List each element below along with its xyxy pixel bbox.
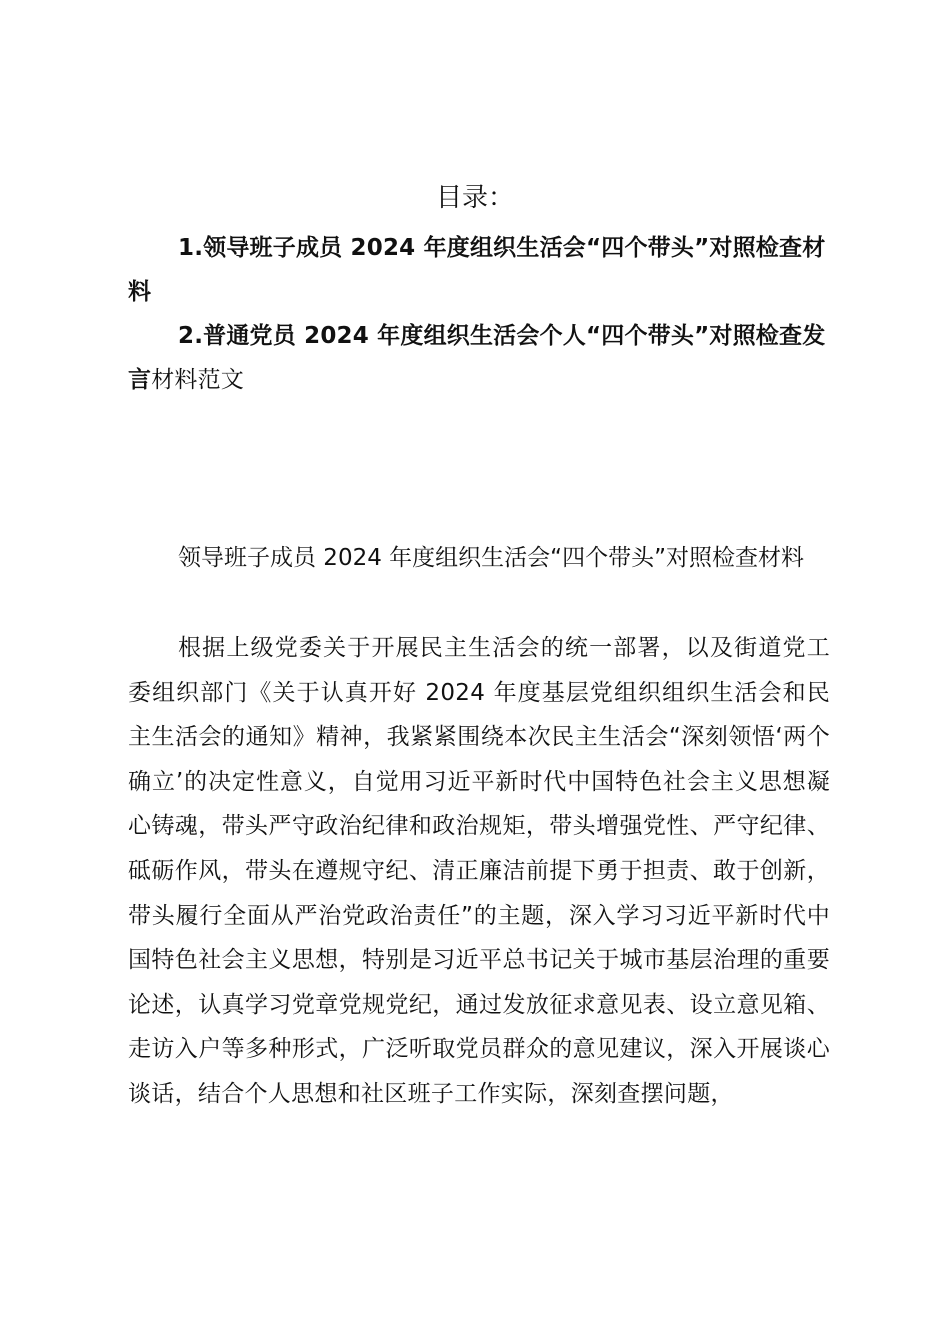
document-heading: 领导班子成员 2024 年度组织生活会“四个带头”对照检查材料 — [178, 545, 804, 571]
toc-item-2-text: 2.普通党员 2024 年度组织生活会个人“四个带头”对照检查发言 — [128, 323, 826, 393]
toc-item-1-text: 1.领导班子成员 2024 年度组织生活会“四个带头”对照检查材料 — [128, 235, 826, 305]
toc-item-2-plain: 材料范文 — [151, 367, 245, 393]
document-paragraph: 根据上级党委关于开展民主生活会的统一部署，以及街道党工委组织部门《关于认真开好 2024 年度基层党组织组织生活会和民主生活会的通知》精神，我紧紧围绕本次民主生活会“深刻领悟‘两个确立’的决定性意义，自觉用习近平新时代中国特色社会主义思想凝心铸魂，带头严守政治纪律和政治规矩，带头增强党性、严守纪律、砥砺作风，带头在遵规守纪、清正廉洁前提下勇于担责、敢于创新，带头履行全面从严治党政治责任”的主题，深入学习习近平新时代中国特色社会主义思想，特别是习近平总书记关于城市基层治理的重要论述，认真学习党章党规党纪，通过发放征求意见表、设立意见箱、走访入户等多种形式，广泛听取党员群众的意见建议，深入开展谈心谈话，结合个人思想和社区班子工作实际，深刻查摆问题， — [128, 635, 830, 1107]
toc-title: 目录： — [435, 183, 514, 213]
toc-item-1[interactable] — [128, 226, 828, 314]
toc-item-2[interactable] — [128, 314, 828, 402]
